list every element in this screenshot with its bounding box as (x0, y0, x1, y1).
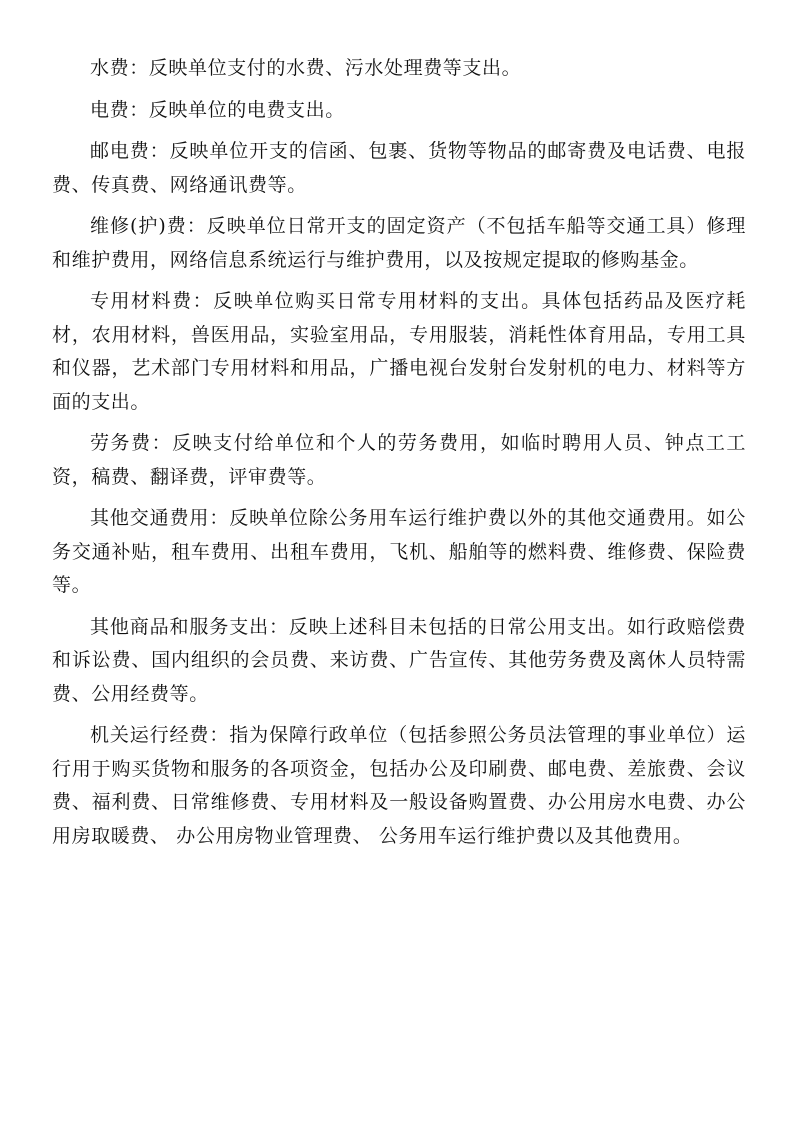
paragraph-maintenance-fee: 维修(护)费：反映单位日常开支的固定资产（不包括车船等交通工具）修理和维护费用，网络信息系统运行与维护费用，以及按规定提取的修购基金。 (52, 215, 746, 271)
paragraph-other-goods-services: 其他商品和服务支出：反映上述科目未包括的日常公用支出。如行政赔偿费和诉讼费、国内组织的会员费、来访费、广告宣传、其他劳务费及离休人员特需费、公用经费等。 (52, 615, 746, 705)
paragraph-special-materials-fee: 专用材料费：反映单位购买日常专用材料的支出。具体包括药品及医疗耗材，农用材料，兽医用品，实验室用品，专用服装，消耗性体育用品，专用工具和仪器，艺术部门专用材料和用品，广播电视台发射台发射机的电力、材料等方面的支出。 (52, 290, 746, 413)
paragraph-labor-fee: 劳务费：反映支付给单位和个人的劳务费用，如临时聘用人员、钟点工工资，稿费、翻译费，评审费等。 (52, 432, 746, 488)
document-body (52, 52, 746, 861)
paragraph-agency-operating-funds: 机关运行经费：指为保障行政单位（包括参照公务员法管理的事业单位）运行用于购买货物和服务的各项资金，包括办公及印刷费、邮电费、差旅费、会议费、福利费、日常维修费、专用材料及一般设备购置费、办公用房水电费、办公用房取暖费、 办公用房物业管理费、 公务用车运行维护费以及其他费用。 (52, 724, 746, 847)
paragraph-postal-telecom-fee: 邮电费：反映单位开支的信函、包裹、货物等物品的邮寄费及电话费、电报费、传真费、网络通讯费等。 (52, 140, 746, 196)
paragraph-electricity-fee: 电费：反映单位的电费支出。 (90, 98, 345, 121)
paragraph-other-transport-fee: 其他交通费用：反映单位除公务用车运行维护费以外的其他交通费用。如公务交通补贴，租车费用、出租车费用，飞机、船舶等的燃料费、维修费、保险费等。 (52, 507, 746, 596)
paragraph-water-fee: 水费：反映单位支付的水费、污水处理费等支出。 (90, 57, 522, 79)
